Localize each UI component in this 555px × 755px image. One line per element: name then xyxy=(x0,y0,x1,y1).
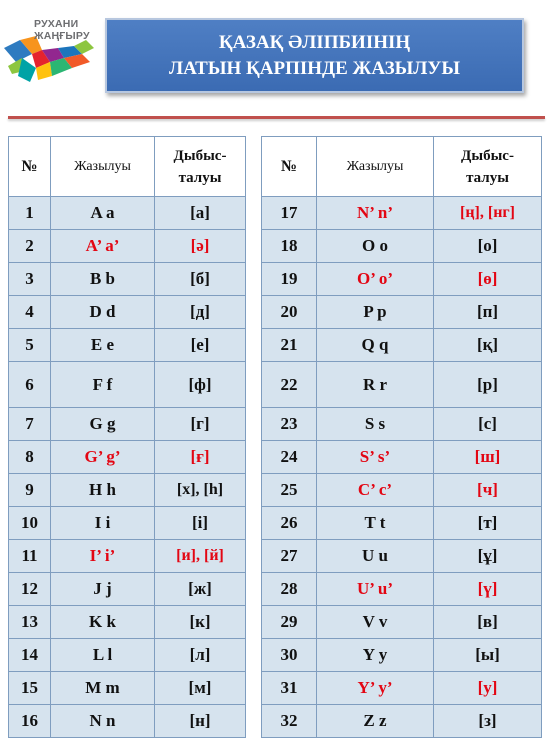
letter-number: 3 xyxy=(9,263,51,296)
title-banner xyxy=(105,18,524,93)
column-gap xyxy=(246,263,262,296)
letter-number: 28 xyxy=(262,573,317,606)
header-written: Жазылуы xyxy=(317,137,434,197)
table-row xyxy=(9,507,542,540)
latin-letter: M m xyxy=(51,672,155,705)
letter-number: 4 xyxy=(9,296,51,329)
title-line-2: ЛАТЫН ҚАРПІНДЕ ЖАЗЫЛУЫ xyxy=(168,57,461,79)
letter-number: 16 xyxy=(9,705,51,738)
pronunciation: [ж] xyxy=(155,573,246,606)
letter-number: 5 xyxy=(9,329,51,362)
header-sound: Дыбыс- талуы xyxy=(434,137,542,197)
letter-number: 2 xyxy=(9,230,51,263)
table-row xyxy=(9,329,542,362)
pronunciation: [з] xyxy=(434,705,542,738)
column-gap xyxy=(246,573,262,606)
table-row xyxy=(9,672,542,705)
latin-letter: N n xyxy=(51,705,155,738)
table-row xyxy=(9,474,542,507)
latin-letter: D d xyxy=(51,296,155,329)
latin-letter: V v xyxy=(317,606,434,639)
pronunciation: [ғ] xyxy=(155,441,246,474)
pronunciation: [п] xyxy=(434,296,542,329)
column-gap xyxy=(246,362,262,408)
pronunciation: [р] xyxy=(434,362,542,408)
alphabet-table xyxy=(8,136,542,738)
table-row xyxy=(9,197,542,230)
latin-letter: Y y xyxy=(317,639,434,672)
header-written: Жазылуы xyxy=(51,137,155,197)
column-gap xyxy=(246,639,262,672)
column-gap xyxy=(246,540,262,573)
letter-number: 18 xyxy=(262,230,317,263)
letter-number: 23 xyxy=(262,408,317,441)
letter-number: 29 xyxy=(262,606,317,639)
latin-letter: F f xyxy=(51,362,155,408)
header-row xyxy=(9,137,542,197)
latin-letter: E e xyxy=(51,329,155,362)
latin-letter: N’ n’ xyxy=(317,197,434,230)
table-row xyxy=(9,263,542,296)
column-gap xyxy=(246,230,262,263)
table-row xyxy=(9,540,542,573)
column-gap xyxy=(246,197,262,230)
pronunciation: [х], [h] xyxy=(155,474,246,507)
pronunciation: [л] xyxy=(155,639,246,672)
pronunciation: [ч] xyxy=(434,474,542,507)
pronunciation: [о] xyxy=(434,230,542,263)
pronunciation: [ф] xyxy=(155,362,246,408)
pronunciation: [ө] xyxy=(434,263,542,296)
column-gap xyxy=(246,441,262,474)
pronunciation: [к] xyxy=(155,606,246,639)
latin-letter: Y’ y’ xyxy=(317,672,434,705)
latin-letter: O o xyxy=(317,230,434,263)
pronunciation: [ұ] xyxy=(434,540,542,573)
header-sound: Дыбыс- талуы xyxy=(155,137,246,197)
latin-letter: H h xyxy=(51,474,155,507)
latin-letter: O’ o’ xyxy=(317,263,434,296)
header-num: № xyxy=(9,137,51,197)
latin-letter: K k xyxy=(51,606,155,639)
column-gap xyxy=(246,705,262,738)
latin-letter: Q q xyxy=(317,329,434,362)
column-gap xyxy=(246,329,262,362)
latin-letter: P p xyxy=(317,296,434,329)
letter-number: 17 xyxy=(262,197,317,230)
pronunciation: [а] xyxy=(155,197,246,230)
column-gap xyxy=(246,137,262,197)
letter-number: 11 xyxy=(9,540,51,573)
table-row xyxy=(9,639,542,672)
latin-letter: G’ g’ xyxy=(51,441,155,474)
latin-letter: G g xyxy=(51,408,155,441)
pronunciation: [и], [й] xyxy=(155,540,246,573)
table-row xyxy=(9,362,542,408)
latin-letter: I’ i’ xyxy=(51,540,155,573)
latin-letter: T t xyxy=(317,507,434,540)
letter-number: 21 xyxy=(262,329,317,362)
latin-letter: A’ a’ xyxy=(51,230,155,263)
pronunciation: [д] xyxy=(155,296,246,329)
latin-letter: A a xyxy=(51,197,155,230)
letter-number: 24 xyxy=(262,441,317,474)
title-line-1: ҚАЗАҚ ӘЛІПБИІНІҢ xyxy=(218,31,411,53)
header-num: № xyxy=(262,137,317,197)
pronunciation: [г] xyxy=(155,408,246,441)
latin-letter: U’ u’ xyxy=(317,573,434,606)
pronunciation: [і] xyxy=(155,507,246,540)
table-row xyxy=(9,230,542,263)
pronunciation: [б] xyxy=(155,263,246,296)
letter-number: 6 xyxy=(9,362,51,408)
column-gap xyxy=(246,606,262,639)
column-gap xyxy=(246,296,262,329)
pronunciation: [е] xyxy=(155,329,246,362)
pronunciation: [т] xyxy=(434,507,542,540)
letter-number: 15 xyxy=(9,672,51,705)
letter-number: 19 xyxy=(262,263,317,296)
table-row xyxy=(9,705,542,738)
letter-number: 14 xyxy=(9,639,51,672)
latin-letter: I i xyxy=(51,507,155,540)
latin-letter: J j xyxy=(51,573,155,606)
letter-number: 13 xyxy=(9,606,51,639)
pronunciation: [у] xyxy=(434,672,542,705)
column-gap xyxy=(246,672,262,705)
pronunciation: [қ] xyxy=(434,329,542,362)
letter-number: 20 xyxy=(262,296,317,329)
latin-letter: R r xyxy=(317,362,434,408)
letter-number: 30 xyxy=(262,639,317,672)
column-gap xyxy=(246,408,262,441)
latin-letter: S s xyxy=(317,408,434,441)
logo xyxy=(2,18,97,88)
column-gap xyxy=(246,507,262,540)
letter-number: 10 xyxy=(9,507,51,540)
pronunciation: [ү] xyxy=(434,573,542,606)
table-row xyxy=(9,573,542,606)
table-row xyxy=(9,606,542,639)
letter-number: 7 xyxy=(9,408,51,441)
logo-text: РУХАНИ ЖАҢҒЫРУ xyxy=(34,18,90,42)
letter-number: 8 xyxy=(9,441,51,474)
letter-number: 1 xyxy=(9,197,51,230)
latin-letter: U u xyxy=(317,540,434,573)
pronunciation: [ш] xyxy=(434,441,542,474)
letter-number: 32 xyxy=(262,705,317,738)
latin-letter: Z z xyxy=(317,705,434,738)
pronunciation: [ң], [нг] xyxy=(434,197,542,230)
latin-letter: C’ c’ xyxy=(317,474,434,507)
latin-letter: B b xyxy=(51,263,155,296)
pronunciation: [в] xyxy=(434,606,542,639)
letter-number: 9 xyxy=(9,474,51,507)
column-gap xyxy=(246,474,262,507)
letter-number: 22 xyxy=(262,362,317,408)
letter-number: 27 xyxy=(262,540,317,573)
latin-letter: S’ s’ xyxy=(317,441,434,474)
table-row xyxy=(9,296,542,329)
letter-number: 26 xyxy=(262,507,317,540)
pronunciation: [с] xyxy=(434,408,542,441)
pronunciation: [н] xyxy=(155,705,246,738)
letter-number: 12 xyxy=(9,573,51,606)
pronunciation: [ә] xyxy=(155,230,246,263)
table-row xyxy=(9,408,542,441)
pronunciation: [м] xyxy=(155,672,246,705)
divider xyxy=(8,116,545,119)
pronunciation: [ы] xyxy=(434,639,542,672)
latin-letter: L l xyxy=(51,639,155,672)
letter-number: 31 xyxy=(262,672,317,705)
letter-number: 25 xyxy=(262,474,317,507)
table-row xyxy=(9,441,542,474)
